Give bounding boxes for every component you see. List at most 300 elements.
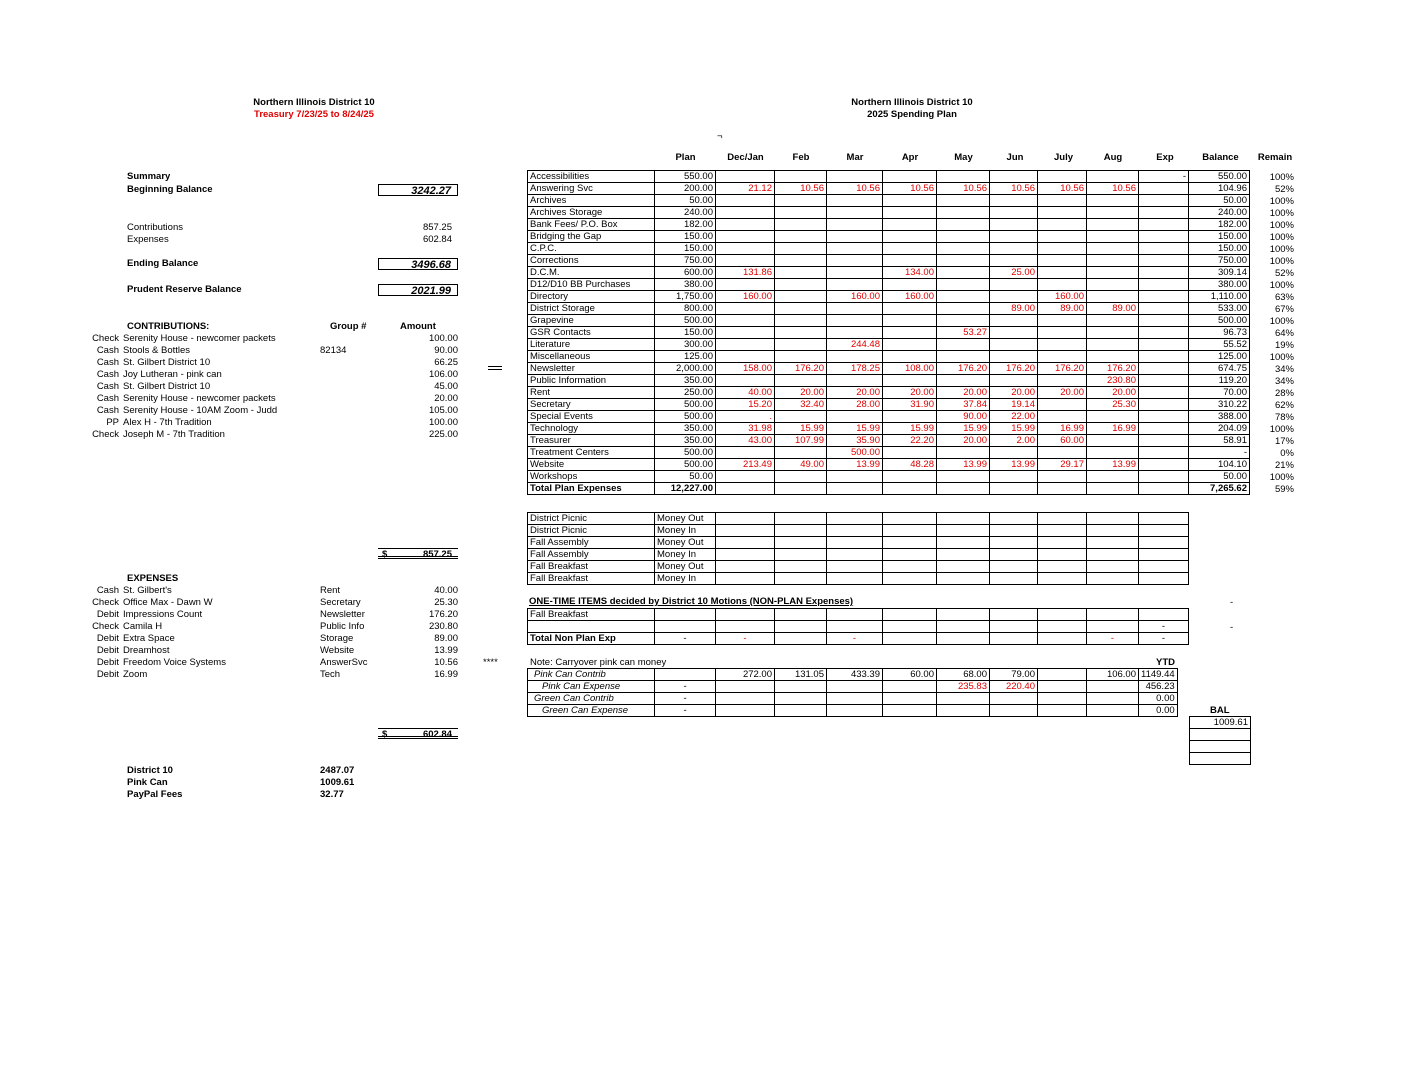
beginning-balance-label: Beginning Balance bbox=[127, 184, 213, 195]
expense-category: Public Info bbox=[320, 621, 365, 632]
onetime-exp: - bbox=[1139, 621, 1189, 633]
onetime-header: ONE-TIME ITEMS decided by District 10 Motions (NON-PLAN Expenses) bbox=[529, 596, 854, 607]
exp-amount bbox=[1139, 231, 1189, 243]
expense-row bbox=[86, 621, 458, 633]
monthly-spend bbox=[775, 195, 827, 207]
monthly-spend: 10.56 bbox=[990, 183, 1038, 195]
monthly-spend: 48.28 bbox=[883, 459, 937, 471]
event-cell bbox=[716, 525, 775, 537]
monthly-spend bbox=[1087, 171, 1139, 183]
fund-value: 2487.07 bbox=[320, 765, 355, 776]
monthly-spend: 230.80 bbox=[1087, 375, 1139, 387]
onetime-monthly bbox=[883, 633, 937, 645]
amount-header: Amount bbox=[400, 321, 436, 332]
ending-balance-value: 3496.68 bbox=[378, 258, 458, 270]
fund-row bbox=[127, 765, 387, 777]
exp-amount bbox=[1139, 255, 1189, 267]
can-monthly bbox=[1087, 693, 1139, 705]
can-monthly bbox=[775, 693, 827, 705]
monthly-spend bbox=[883, 483, 937, 495]
expense-description: Impressions Count bbox=[123, 609, 203, 620]
can-monthly bbox=[716, 693, 775, 705]
monthly-spend bbox=[937, 171, 990, 183]
contribution-row bbox=[86, 369, 458, 381]
monthly-spend bbox=[883, 171, 937, 183]
money-flow: Money In bbox=[655, 573, 716, 585]
plan-row bbox=[528, 423, 1250, 435]
onetime-plan bbox=[655, 609, 716, 621]
remain-percent: 52% bbox=[1274, 268, 1294, 279]
payment-type: Check bbox=[92, 621, 119, 632]
monthly-spend bbox=[937, 303, 990, 315]
contrib-total-symbol: $ bbox=[382, 549, 388, 560]
monthly-spend: 89.00 bbox=[990, 303, 1038, 315]
balance-amount: 70.00 bbox=[1189, 387, 1250, 399]
plan-amount: 125.00 bbox=[655, 351, 716, 363]
monthly-spend: 178.25 bbox=[827, 363, 883, 375]
monthly-spend bbox=[990, 339, 1038, 351]
monthly-spend bbox=[1038, 267, 1087, 279]
can-monthly: 79.00 bbox=[990, 669, 1038, 681]
monthly-spend bbox=[883, 315, 937, 327]
contribution-amount: 105.00 bbox=[428, 405, 458, 416]
event-cell bbox=[937, 513, 990, 525]
can-plan bbox=[655, 669, 716, 681]
group-number bbox=[320, 381, 390, 393]
onetime-exp bbox=[1139, 609, 1189, 621]
plan-item-name: Special Events bbox=[528, 411, 655, 423]
remain-percent: 67% bbox=[1274, 304, 1294, 315]
monthly-spend: 10.56 bbox=[827, 183, 883, 195]
exp-amount bbox=[1139, 459, 1189, 471]
plan-amount: 380.00 bbox=[655, 279, 716, 291]
plan-row bbox=[528, 315, 1250, 327]
exp-amount bbox=[1139, 183, 1189, 195]
event-cell bbox=[937, 573, 990, 585]
monthly-spend bbox=[827, 315, 883, 327]
monthly-spend: 28.00 bbox=[827, 399, 883, 411]
can-monthly bbox=[775, 681, 827, 693]
plan-amount: 600.00 bbox=[655, 267, 716, 279]
plan-row bbox=[528, 219, 1250, 231]
event-cell bbox=[775, 513, 827, 525]
column-header: July bbox=[1053, 152, 1073, 163]
plan-item-name: Answering Svc bbox=[528, 183, 655, 195]
plan-amount: 500.00 bbox=[655, 399, 716, 411]
contribution-row bbox=[86, 333, 458, 345]
monthly-spend bbox=[883, 447, 937, 459]
bal-row bbox=[1190, 729, 1251, 741]
contrib-total-value: 857.25 bbox=[422, 549, 452, 560]
event-name: Fall Assembly bbox=[528, 537, 655, 549]
plan-amount: 150.00 bbox=[655, 231, 716, 243]
onetime-monthly bbox=[883, 621, 937, 633]
plan-row bbox=[528, 267, 1250, 279]
monthly-spend bbox=[716, 303, 775, 315]
monthly-spend bbox=[827, 483, 883, 495]
onetime-monthly bbox=[775, 609, 827, 621]
event-row bbox=[528, 573, 1189, 585]
monthly-spend bbox=[716, 207, 775, 219]
fund-label: PayPal Fees bbox=[127, 789, 183, 800]
contributions-table bbox=[86, 333, 458, 441]
plan-item-name: D12/D10 BB Purchases bbox=[528, 279, 655, 291]
plan-item-name: Website bbox=[528, 459, 655, 471]
plan-row bbox=[528, 207, 1250, 219]
plan-row bbox=[528, 171, 1250, 183]
monthly-spend: 31.90 bbox=[883, 399, 937, 411]
plan-item-name: Total Plan Expenses bbox=[528, 483, 655, 495]
payment-type: PP bbox=[106, 417, 119, 428]
contribution-row bbox=[86, 417, 458, 429]
event-cell bbox=[827, 561, 883, 573]
monthly-spend: 32.40 bbox=[775, 399, 827, 411]
events-table bbox=[527, 512, 1189, 585]
monthly-spend bbox=[827, 327, 883, 339]
onetime-row bbox=[528, 621, 1189, 633]
column-header: Apr bbox=[901, 152, 919, 163]
event-cell bbox=[883, 573, 937, 585]
plan-amount: 240.00 bbox=[655, 207, 716, 219]
monthly-spend bbox=[883, 195, 937, 207]
event-cell bbox=[1038, 573, 1087, 585]
monthly-spend bbox=[716, 375, 775, 387]
can-monthly bbox=[827, 681, 883, 693]
remain-percent: 100% bbox=[1269, 220, 1294, 231]
pink-can-row bbox=[528, 693, 1178, 705]
plan-item-name: Literature bbox=[528, 339, 655, 351]
monthly-spend: 158.00 bbox=[716, 363, 775, 375]
monthly-spend bbox=[716, 327, 775, 339]
column-header: Plan bbox=[675, 152, 696, 163]
monthly-spend: 176.20 bbox=[990, 363, 1038, 375]
can-monthly: 60.00 bbox=[883, 669, 937, 681]
plan-amount: 350.00 bbox=[655, 423, 716, 435]
plan-amount: 300.00 bbox=[655, 339, 716, 351]
beginning-balance-value: 3242.27 bbox=[378, 184, 458, 196]
onetime-item-name bbox=[528, 621, 655, 633]
exp-amount bbox=[1139, 243, 1189, 255]
monthly-spend bbox=[990, 471, 1038, 483]
balance-amount: 388.00 bbox=[1189, 411, 1250, 423]
exp-amount bbox=[1139, 423, 1189, 435]
contribution-amount: 20.00 bbox=[434, 393, 458, 404]
monthly-spend bbox=[1087, 291, 1139, 303]
remain-percent: 34% bbox=[1274, 364, 1294, 375]
contribution-row bbox=[86, 429, 458, 441]
monthly-spend bbox=[990, 171, 1038, 183]
event-cell bbox=[775, 525, 827, 537]
contribution-amount: 45.00 bbox=[434, 381, 458, 392]
event-name: Fall Breakfast bbox=[528, 561, 655, 573]
monthly-spend bbox=[1038, 483, 1087, 495]
balance-amount: 182.00 bbox=[1189, 219, 1250, 231]
funds-table bbox=[127, 765, 387, 801]
expense-row bbox=[86, 609, 458, 621]
event-cell bbox=[1038, 561, 1087, 573]
monthly-spend bbox=[827, 195, 883, 207]
monthly-spend bbox=[990, 327, 1038, 339]
group-number bbox=[320, 357, 390, 369]
plan-row bbox=[528, 339, 1250, 351]
plan-row bbox=[528, 351, 1250, 363]
monthly-spend bbox=[716, 171, 775, 183]
monthly-spend bbox=[1038, 207, 1087, 219]
monthly-spend bbox=[990, 375, 1038, 387]
expense-row bbox=[86, 657, 458, 669]
can-ytd: 0.00 bbox=[1139, 705, 1178, 717]
expense-amount: 40.00 bbox=[434, 585, 458, 596]
bal-row bbox=[1190, 753, 1251, 765]
monthly-spend bbox=[990, 255, 1038, 267]
can-monthly bbox=[990, 693, 1038, 705]
balance-amount: 104.10 bbox=[1189, 459, 1250, 471]
plan-item-name: Rent bbox=[528, 387, 655, 399]
group-number bbox=[320, 369, 390, 381]
event-row bbox=[528, 537, 1189, 549]
balance-amount: 50.00 bbox=[1189, 471, 1250, 483]
plan-item-name: Treasurer bbox=[528, 435, 655, 447]
plan-row bbox=[528, 231, 1250, 243]
remain-percent: 0% bbox=[1280, 448, 1294, 459]
monthly-spend bbox=[716, 195, 775, 207]
can-ytd: 1149.44 bbox=[1139, 669, 1178, 681]
monthly-spend bbox=[827, 411, 883, 423]
fund-label: Pink Can bbox=[127, 777, 168, 788]
plan-row bbox=[528, 243, 1250, 255]
plan-amount: 250.00 bbox=[655, 387, 716, 399]
monthly-spend bbox=[990, 351, 1038, 363]
onetime-monthly bbox=[827, 609, 883, 621]
plan-amount: 50.00 bbox=[655, 195, 716, 207]
event-cell bbox=[883, 537, 937, 549]
spending-plan-table bbox=[527, 170, 1250, 495]
can-plan: - bbox=[655, 693, 716, 705]
fund-row bbox=[127, 777, 387, 789]
onetime-monthly: - bbox=[1087, 633, 1139, 645]
event-cell bbox=[1139, 513, 1189, 525]
onetime-monthly bbox=[1038, 633, 1087, 645]
plan-item-name: GSR Contacts bbox=[528, 327, 655, 339]
plan-amount: 500.00 bbox=[655, 411, 716, 423]
plan-amount: 12,227.00 bbox=[655, 483, 716, 495]
onetime-monthly: - bbox=[827, 633, 883, 645]
contribution-description: Joy Lutheran - pink can bbox=[123, 369, 222, 380]
monthly-spend bbox=[775, 303, 827, 315]
expense-total-symbol: $ bbox=[382, 729, 388, 740]
monthly-spend bbox=[1038, 171, 1087, 183]
summary-label: Summary bbox=[127, 171, 171, 182]
column-header: Exp bbox=[1156, 152, 1174, 163]
event-cell bbox=[1139, 573, 1189, 585]
monthly-spend bbox=[883, 303, 937, 315]
monthly-spend bbox=[827, 279, 883, 291]
monthly-spend bbox=[990, 447, 1038, 459]
monthly-spend: 13.99 bbox=[1087, 459, 1139, 471]
monthly-spend: 134.00 bbox=[883, 267, 937, 279]
plan-item-name: Bank Fees/ P.O. Box bbox=[528, 219, 655, 231]
monthly-spend: 108.00 bbox=[883, 363, 937, 375]
monthly-spend: 20.00 bbox=[1038, 387, 1087, 399]
event-cell bbox=[937, 537, 990, 549]
monthly-spend bbox=[1038, 327, 1087, 339]
monthly-spend bbox=[883, 339, 937, 351]
payment-type: Debit bbox=[96, 669, 119, 680]
remain-percent: 100% bbox=[1269, 472, 1294, 483]
balance-amount: 58.91 bbox=[1189, 435, 1250, 447]
ytd-label: YTD bbox=[1156, 657, 1175, 668]
event-cell bbox=[1139, 525, 1189, 537]
monthly-spend: 160.00 bbox=[716, 291, 775, 303]
monthly-spend bbox=[775, 243, 827, 255]
exp-amount bbox=[1139, 387, 1189, 399]
group-number bbox=[320, 405, 390, 417]
bal-value bbox=[1190, 741, 1251, 753]
onetime-side-value: - bbox=[1230, 622, 1234, 633]
monthly-spend bbox=[1038, 243, 1087, 255]
monthly-spend bbox=[1038, 471, 1087, 483]
expense-amount: 25.30 bbox=[434, 597, 458, 608]
plan-row bbox=[528, 459, 1250, 471]
plan-row bbox=[528, 387, 1250, 399]
monthly-spend bbox=[775, 339, 827, 351]
contribution-amount: 100.00 bbox=[428, 417, 458, 428]
monthly-spend: 20.00 bbox=[937, 435, 990, 447]
event-name: Fall Breakfast bbox=[528, 573, 655, 585]
monthly-spend: 35.90 bbox=[827, 435, 883, 447]
monthly-spend: 500.00 bbox=[827, 447, 883, 459]
exp-amount bbox=[1139, 483, 1189, 495]
fund-value: 1009.61 bbox=[320, 777, 355, 788]
can-plan: - bbox=[655, 681, 716, 693]
monthly-spend: 43.00 bbox=[716, 435, 775, 447]
plan-item-name: Grapevine bbox=[528, 315, 655, 327]
monthly-spend bbox=[883, 375, 937, 387]
plan-row bbox=[528, 327, 1250, 339]
can-monthly bbox=[883, 693, 937, 705]
onetime-monthly bbox=[990, 621, 1038, 633]
monthly-spend bbox=[937, 351, 990, 363]
monthly-spend bbox=[883, 219, 937, 231]
plan-amount: 500.00 bbox=[655, 315, 716, 327]
can-monthly bbox=[883, 681, 937, 693]
group-number bbox=[320, 393, 390, 405]
expense-description: Camila H bbox=[123, 621, 163, 632]
exp-amount: - bbox=[1139, 171, 1189, 183]
group-number bbox=[320, 429, 390, 441]
onetime-item-name: Total Non Plan Exp bbox=[528, 633, 655, 645]
monthly-spend bbox=[827, 171, 883, 183]
plan-amount: 150.00 bbox=[655, 243, 716, 255]
monthly-spend bbox=[827, 243, 883, 255]
monthly-spend bbox=[937, 447, 990, 459]
plan-amount: 182.00 bbox=[655, 219, 716, 231]
event-cell bbox=[1139, 537, 1189, 549]
money-flow: Money Out bbox=[655, 537, 716, 549]
equals-marker bbox=[488, 366, 502, 370]
monthly-spend bbox=[937, 207, 990, 219]
bal-value bbox=[1190, 729, 1251, 741]
plan-item-name: Miscellaneous bbox=[528, 351, 655, 363]
exp-amount bbox=[1139, 435, 1189, 447]
contribution-description: Stools & Bottles bbox=[123, 345, 191, 356]
monthly-spend bbox=[775, 315, 827, 327]
event-row bbox=[528, 525, 1189, 537]
onetime-exp: - bbox=[1139, 633, 1189, 645]
onetime-monthly: - bbox=[716, 633, 775, 645]
balance-amount: 7,265.62 bbox=[1189, 483, 1250, 495]
monthly-spend: 213.49 bbox=[716, 459, 775, 471]
exp-amount bbox=[1139, 471, 1189, 483]
monthly-spend bbox=[883, 327, 937, 339]
event-cell bbox=[716, 537, 775, 549]
monthly-spend bbox=[716, 243, 775, 255]
monthly-spend: 37.84 bbox=[937, 399, 990, 411]
fund-label: District 10 bbox=[127, 765, 173, 776]
monthly-spend: 10.56 bbox=[775, 183, 827, 195]
monthly-spend: 131.86 bbox=[716, 267, 775, 279]
plan-item-name: Secretary bbox=[528, 399, 655, 411]
column-header: Dec/Jan bbox=[727, 152, 764, 163]
onetime-plan bbox=[655, 621, 716, 633]
exp-amount bbox=[1139, 267, 1189, 279]
event-cell bbox=[827, 573, 883, 585]
monthly-spend: 60.00 bbox=[1038, 435, 1087, 447]
payment-type: Debit bbox=[96, 609, 119, 620]
expense-category: Tech bbox=[320, 669, 341, 680]
balance-amount: 119.20 bbox=[1189, 375, 1250, 387]
can-monthly: 68.00 bbox=[937, 669, 990, 681]
monthly-spend bbox=[1038, 339, 1087, 351]
monthly-spend bbox=[827, 351, 883, 363]
remain-percent: 100% bbox=[1269, 172, 1294, 183]
expense-category: Website bbox=[320, 645, 355, 656]
monthly-spend bbox=[827, 375, 883, 387]
event-cell bbox=[1087, 561, 1139, 573]
contribution-amount: 100.00 bbox=[428, 333, 458, 344]
monthly-spend bbox=[937, 471, 990, 483]
event-cell bbox=[937, 561, 990, 573]
contributions-value: 857.25 bbox=[422, 222, 452, 233]
onetime-monthly bbox=[716, 621, 775, 633]
expense-row bbox=[86, 645, 458, 657]
event-cell bbox=[775, 537, 827, 549]
column-header: Mar bbox=[846, 152, 864, 163]
plan-row bbox=[528, 183, 1250, 195]
bal-table bbox=[1189, 716, 1251, 765]
monthly-spend: 90.00 bbox=[937, 411, 990, 423]
monthly-spend: 15.99 bbox=[937, 423, 990, 435]
plan-row bbox=[528, 291, 1250, 303]
can-ytd: 0.00 bbox=[1139, 693, 1178, 705]
plan-amount: 800.00 bbox=[655, 303, 716, 315]
event-cell bbox=[990, 549, 1038, 561]
remain-percent: 100% bbox=[1269, 316, 1294, 327]
column-header: Jun bbox=[1006, 152, 1024, 163]
event-name: District Picnic bbox=[528, 513, 655, 525]
plan-item-name: Archives bbox=[528, 195, 655, 207]
contribution-amount: 106.00 bbox=[428, 369, 458, 380]
monthly-spend bbox=[883, 471, 937, 483]
event-row bbox=[528, 513, 1189, 525]
payment-type: Cash bbox=[96, 357, 119, 368]
onetime-monthly bbox=[1038, 609, 1087, 621]
monthly-spend: . bbox=[716, 411, 775, 423]
plan-amount: 350.00 bbox=[655, 435, 716, 447]
monthly-spend bbox=[990, 291, 1038, 303]
monthly-spend: 16.99 bbox=[1087, 423, 1139, 435]
monthly-spend bbox=[1038, 411, 1087, 423]
